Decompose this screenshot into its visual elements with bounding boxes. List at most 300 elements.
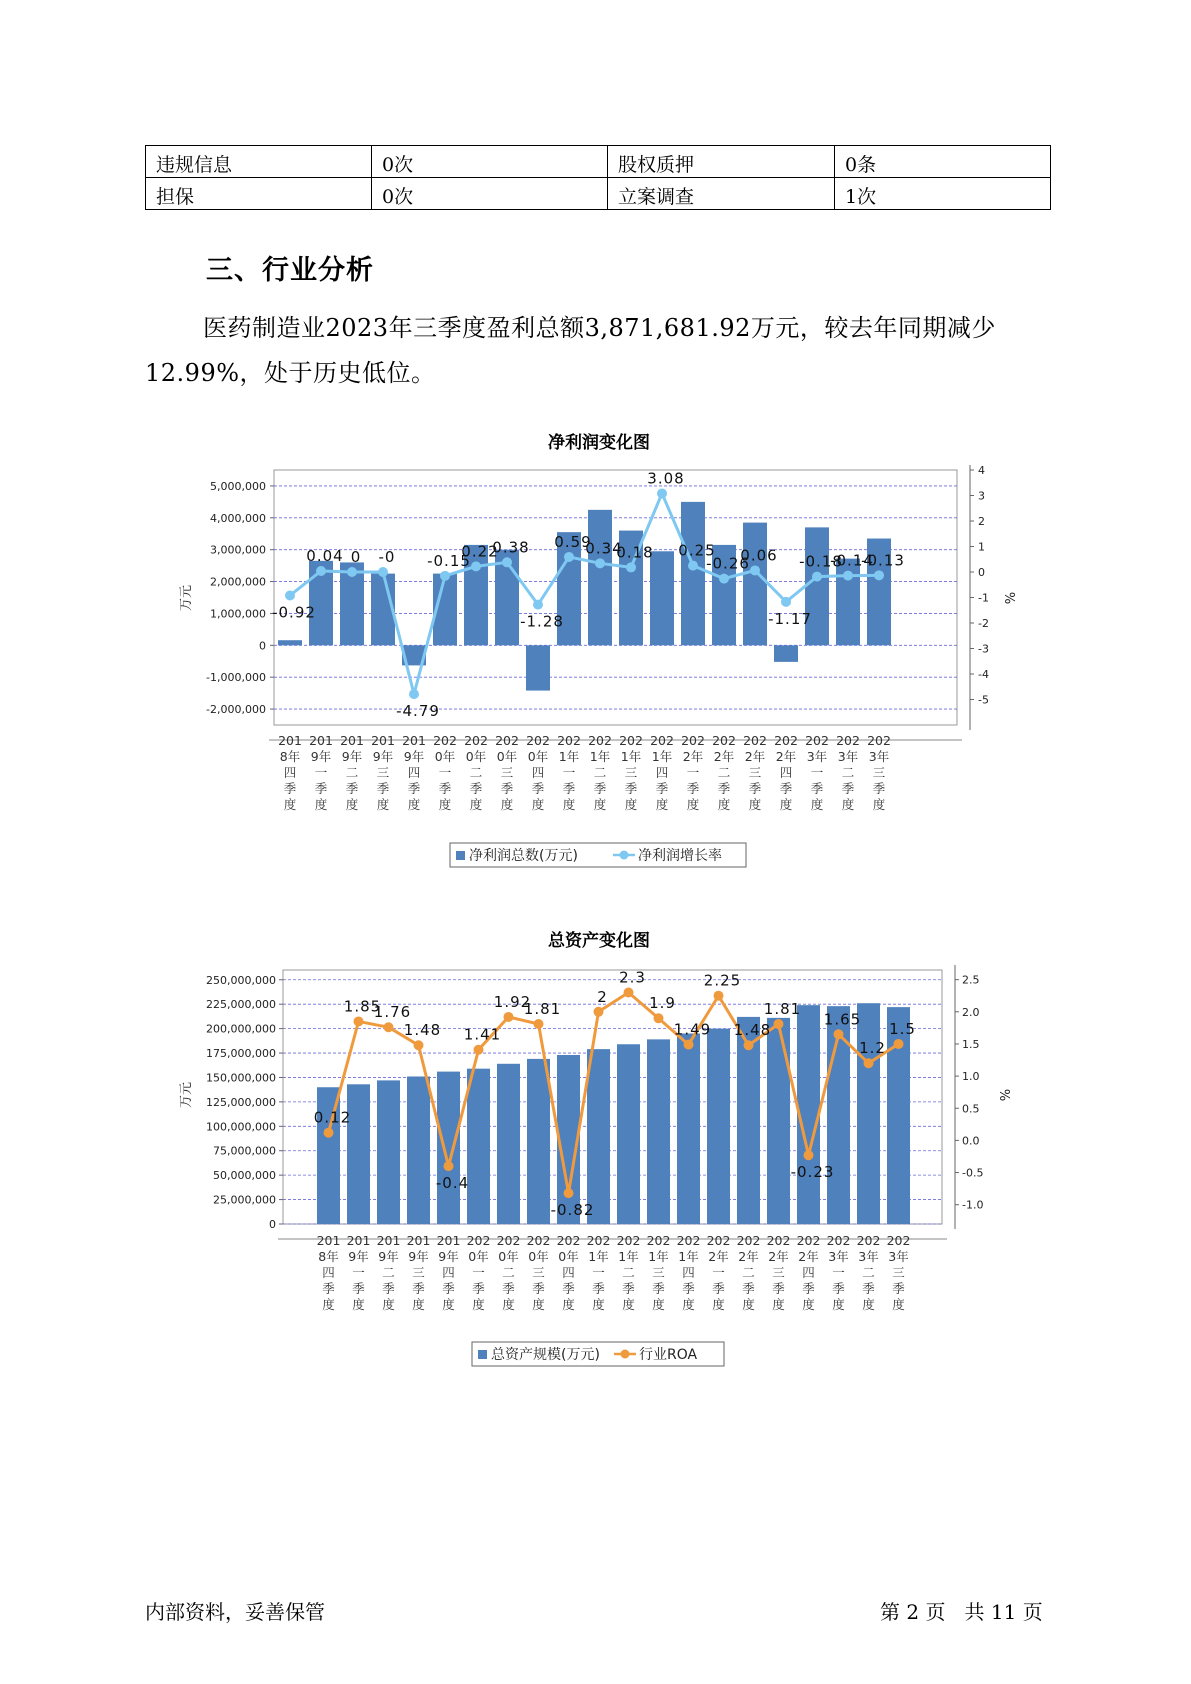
- x-tick-label: 四: [322, 1265, 335, 1280]
- x-tick-label: 2年: [775, 749, 797, 764]
- x-tick-label: 三: [892, 1265, 905, 1280]
- x-tick-label: 季: [593, 781, 607, 796]
- data-point: [654, 1013, 664, 1023]
- y-tick-label: 5,000,000: [210, 479, 266, 493]
- section-title: 三、行业分析: [206, 255, 374, 286]
- x-tick-label: 季: [322, 1281, 335, 1296]
- x-tick-label: 季: [717, 781, 731, 796]
- bar: [588, 510, 612, 645]
- x-tick-label: 201: [278, 733, 302, 748]
- data-label: -4.79: [396, 702, 440, 721]
- data-label: 1.81: [763, 1000, 802, 1019]
- x-tick-label: 度: [622, 1297, 635, 1312]
- data-point: [894, 1039, 904, 1049]
- x-tick-label: 季: [892, 1281, 905, 1296]
- y-tick-label: 75,000,000: [213, 1144, 276, 1158]
- x-tick-label: 季: [502, 1281, 515, 1296]
- data-label: 1.2: [859, 1039, 886, 1058]
- data-point: [409, 689, 419, 699]
- x-tick-label: 0年: [496, 749, 518, 764]
- data-point: [534, 1019, 544, 1029]
- x-tick-label: 度: [712, 1297, 725, 1312]
- y2-tick-label: 0.5: [962, 1102, 980, 1116]
- data-point: [804, 1150, 814, 1160]
- x-tick-label: 四: [283, 765, 297, 780]
- y-tick-label: 1,000,000: [210, 607, 266, 621]
- x-tick-label: 一: [810, 765, 824, 780]
- y2-tick-label: -1.0: [962, 1198, 984, 1212]
- x-tick-label: 季: [652, 1281, 665, 1296]
- x-tick-label: 度: [593, 797, 607, 812]
- x-tick-label: 度: [502, 1297, 515, 1312]
- x-tick-label: 202: [619, 733, 643, 748]
- chart-total-assets: [179, 965, 1011, 1366]
- data-point: [874, 570, 884, 580]
- data-point: [750, 565, 760, 575]
- x-tick-label: 季: [442, 1281, 455, 1296]
- x-tick-label: 三: [652, 1265, 665, 1280]
- x-tick-label: 度: [779, 797, 793, 812]
- y2-tick-label: 0.0: [962, 1134, 980, 1148]
- x-tick-label: 季: [832, 1281, 845, 1296]
- page-total: 共 11 页: [964, 1600, 1043, 1624]
- x-tick-label: 季: [872, 781, 886, 796]
- data-label: 0.06: [740, 546, 778, 565]
- chart-title-total-assets: 总资产变化图: [548, 931, 650, 951]
- x-tick-label: 度: [802, 1297, 815, 1312]
- x-tick-label: 二: [841, 765, 855, 780]
- x-tick-label: 202: [586, 1233, 611, 1248]
- x-tick-label: 202: [867, 733, 891, 748]
- x-tick-label: 度: [345, 797, 359, 812]
- x-tick-label: 9年: [403, 749, 425, 764]
- y2-tick-label: -1: [978, 591, 989, 605]
- data-label: 1.5: [889, 1019, 916, 1038]
- x-tick-label: 一: [592, 1265, 605, 1280]
- data-label: 1.81: [523, 1000, 562, 1019]
- data-point: [444, 1161, 454, 1171]
- data-label: -0.4: [435, 1174, 470, 1193]
- x-tick-label: 季: [748, 781, 762, 796]
- bar: [617, 1044, 640, 1224]
- data-label: 0: [350, 548, 362, 566]
- data-point: [781, 597, 791, 607]
- x-tick-label: 二: [345, 765, 359, 780]
- x-tick-label: 季: [438, 781, 452, 796]
- y2-axis-title: %: [1001, 591, 1016, 605]
- data-point: [564, 1188, 574, 1198]
- x-tick-label: 9年: [438, 1249, 459, 1264]
- x-tick-label: 202: [588, 733, 612, 748]
- x-tick-label: 一: [712, 1265, 725, 1280]
- x-tick-label: 3年: [868, 749, 890, 764]
- legend-label: 行业ROA: [639, 1347, 698, 1363]
- y-tick-label: 225,000,000: [206, 998, 276, 1012]
- data-point: [440, 571, 450, 581]
- x-tick-label: 2年: [708, 1249, 729, 1264]
- data-label: -0.92: [272, 603, 316, 622]
- x-tick-label: 一: [562, 765, 576, 780]
- x-tick-label: 四: [682, 1265, 695, 1280]
- x-tick-label: 2年: [682, 749, 704, 764]
- x-tick-label: 三: [872, 765, 886, 780]
- data-point: [474, 1045, 484, 1055]
- x-tick-label: 季: [742, 1281, 755, 1296]
- x-tick-label: 202: [650, 733, 674, 748]
- y-tick-label: 150,000,000: [206, 1071, 276, 1085]
- data-point: [471, 561, 481, 571]
- bar: [278, 640, 302, 645]
- y-axis-title: 万元: [179, 584, 194, 612]
- x-tick-label: 季: [712, 1281, 725, 1296]
- x-tick-label: 3年: [888, 1249, 909, 1264]
- data-point: [812, 572, 822, 582]
- data-label: 3.08: [647, 469, 685, 488]
- bar: [677, 1034, 700, 1225]
- y-tick-label: 50,000,000: [213, 1169, 276, 1183]
- x-tick-label: 202: [681, 733, 705, 748]
- data-label: 1.41: [463, 1025, 502, 1044]
- x-tick-label: 季: [531, 781, 545, 796]
- x-tick-label: 0年: [528, 1249, 549, 1264]
- x-tick-label: 季: [352, 1281, 365, 1296]
- y2-tick-label: 1: [978, 540, 985, 554]
- x-tick-label: 三: [772, 1265, 785, 1280]
- x-tick-label: 季: [500, 781, 514, 796]
- x-tick-label: 202: [646, 1233, 671, 1248]
- x-tick-label: 季: [412, 1281, 425, 1296]
- table-cell: 违规信息: [146, 146, 372, 178]
- table-cell: 0次: [372, 178, 608, 210]
- x-tick-label: 202: [496, 1233, 521, 1248]
- x-tick-label: 度: [872, 797, 886, 812]
- x-tick-label: 季: [407, 781, 421, 796]
- y2-tick-label: -3: [978, 642, 989, 656]
- x-tick-label: 2年: [768, 1249, 789, 1264]
- data-label: 1.9: [649, 994, 676, 1013]
- x-tick-label: 季: [345, 781, 359, 796]
- bar: [437, 1072, 460, 1224]
- x-tick-label: 201: [406, 1233, 431, 1248]
- data-point: [594, 1007, 604, 1017]
- x-tick-label: 度: [862, 1297, 875, 1312]
- x-tick-label: 1年: [678, 1249, 699, 1264]
- x-tick-label: 3年: [837, 749, 859, 764]
- data-point: [378, 567, 388, 577]
- x-tick-label: 9年: [408, 1249, 429, 1264]
- y2-tick-label: 1.5: [962, 1037, 980, 1051]
- bar: [527, 1059, 550, 1224]
- x-tick-label: 四: [407, 765, 421, 780]
- data-point: [504, 1012, 514, 1022]
- x-tick-label: 度: [531, 797, 545, 812]
- x-tick-label: 1年: [651, 749, 673, 764]
- x-tick-label: 度: [314, 797, 328, 812]
- x-tick-label: 202: [526, 1233, 551, 1248]
- x-tick-label: 度: [283, 797, 297, 812]
- x-tick-label: 1年: [620, 749, 642, 764]
- footer-confidential: 内部资料，妥善保管: [145, 1600, 325, 1624]
- data-label: 0.12: [313, 1108, 352, 1127]
- x-tick-label: 季: [862, 1281, 875, 1296]
- data-label: 1.85: [343, 997, 382, 1016]
- data-label: 0.25: [678, 541, 716, 560]
- x-tick-label: 9年: [341, 749, 363, 764]
- x-tick-label: 二: [717, 765, 731, 780]
- y2-tick-label: -2: [978, 617, 989, 630]
- y2-tick-label: 0: [978, 566, 985, 579]
- x-tick-label: 201: [340, 733, 364, 748]
- x-tick-label: 1年: [648, 1249, 669, 1264]
- y-tick-label: 175,000,000: [206, 1047, 276, 1061]
- x-tick-label: 202: [886, 1233, 911, 1248]
- x-tick-label: 度: [407, 797, 421, 812]
- x-tick-label: 202: [495, 733, 519, 748]
- x-tick-label: 度: [892, 1297, 905, 1312]
- y-tick-label: 200,000,000: [206, 1022, 276, 1036]
- x-tick-label: 季: [772, 1281, 785, 1296]
- table-cell: 担保: [146, 178, 372, 210]
- data-label: -0.14: [830, 551, 874, 570]
- data-point: [354, 1016, 364, 1026]
- x-tick-label: 201: [402, 733, 426, 748]
- data-point: [316, 566, 326, 576]
- x-tick-label: 1年: [589, 749, 611, 764]
- data-label: -1.28: [520, 612, 564, 631]
- y-tick-label: 0: [259, 639, 266, 653]
- x-tick-label: 201: [309, 733, 333, 748]
- x-tick-label: 202: [433, 733, 457, 748]
- data-label: 2: [597, 987, 608, 1006]
- x-tick-label: 度: [717, 797, 731, 812]
- x-tick-label: 季: [624, 781, 638, 796]
- x-tick-label: 度: [655, 797, 669, 812]
- x-tick-label: 季: [376, 781, 390, 796]
- x-tick-label: 度: [472, 1297, 485, 1312]
- x-tick-label: 202: [557, 733, 581, 748]
- legend-swatch-bar: [456, 851, 465, 860]
- legend-label: 净利润增长率: [638, 848, 722, 864]
- bar: [743, 523, 767, 646]
- x-tick-label: 202: [706, 1233, 731, 1248]
- x-tick-label: 一: [438, 765, 452, 780]
- x-tick-label: 四: [562, 1265, 575, 1280]
- chart-net-profit: [179, 464, 1016, 867]
- x-tick-label: 季: [841, 781, 855, 796]
- x-tick-label: 9年: [372, 749, 394, 764]
- data-label: 1.65: [823, 1010, 862, 1029]
- x-tick-label: 度: [562, 797, 576, 812]
- x-tick-label: 202: [836, 733, 860, 748]
- x-tick-label: 2年: [713, 749, 735, 764]
- x-tick-label: 9年: [378, 1249, 399, 1264]
- data-point: [564, 552, 574, 562]
- y-tick-label: 125,000,000: [206, 1095, 276, 1109]
- x-tick-label: 1年: [558, 749, 580, 764]
- x-tick-label: 一: [832, 1265, 845, 1280]
- x-tick-label: 2年: [738, 1249, 759, 1264]
- data-point: [657, 488, 667, 498]
- data-label: 0.59: [554, 532, 592, 551]
- data-point: [843, 571, 853, 581]
- x-tick-label: 0年: [465, 749, 487, 764]
- data-label: -0: [378, 548, 396, 566]
- legend-swatch-point: [620, 851, 629, 860]
- x-tick-label: 度: [438, 797, 452, 812]
- x-tick-label: 2年: [744, 749, 766, 764]
- x-tick-label: 季: [779, 781, 793, 796]
- x-tick-label: 度: [742, 1297, 755, 1312]
- data-label: 2.3: [619, 968, 646, 987]
- data-point: [719, 574, 729, 584]
- x-tick-label: 二: [502, 1265, 515, 1280]
- y2-tick-label: -5: [978, 693, 989, 707]
- x-tick-label: 202: [712, 733, 736, 748]
- x-tick-label: 季: [562, 1281, 575, 1296]
- x-tick-label: 3年: [806, 749, 828, 764]
- x-tick-label: 202: [736, 1233, 761, 1248]
- x-tick-label: 度: [469, 797, 483, 812]
- x-tick-label: 度: [682, 1297, 695, 1312]
- x-tick-label: 一: [472, 1265, 485, 1280]
- x-tick-label: 0年: [498, 1249, 519, 1264]
- bar: [647, 1039, 670, 1224]
- x-tick-label: 3年: [828, 1249, 849, 1264]
- x-tick-label: 季: [802, 1281, 815, 1296]
- y2-tick-label: 1.0: [962, 1070, 980, 1084]
- x-tick-label: 季: [686, 781, 700, 796]
- x-tick-label: 四: [802, 1265, 815, 1280]
- x-tick-label: 度: [352, 1297, 365, 1312]
- x-tick-label: 三: [412, 1265, 425, 1280]
- legend-label: 总资产规模(万元): [491, 1347, 600, 1363]
- chart-title-net-profit: 净利润变化图: [548, 433, 650, 453]
- x-tick-label: 201: [346, 1233, 371, 1248]
- y2-tick-label: -4: [978, 668, 989, 681]
- x-tick-label: 度: [832, 1297, 845, 1312]
- x-tick-label: 二: [742, 1265, 755, 1280]
- data-point: [595, 558, 605, 568]
- x-tick-label: 度: [442, 1297, 455, 1312]
- y2-tick-label: 4: [978, 464, 985, 477]
- data-label: -0.23: [790, 1163, 835, 1182]
- bar: [526, 645, 550, 690]
- bar: [497, 1064, 520, 1224]
- data-label: -1.17: [768, 609, 812, 628]
- x-tick-label: 季: [592, 1281, 605, 1296]
- bar: [467, 1069, 490, 1224]
- x-tick-label: 季: [682, 1281, 695, 1296]
- x-tick-label: 度: [686, 797, 700, 812]
- x-tick-label: 度: [624, 797, 638, 812]
- x-tick-label: 2年: [798, 1249, 819, 1264]
- bar: [857, 1003, 880, 1224]
- data-point: [533, 600, 543, 610]
- data-point: [688, 561, 698, 571]
- data-label: -0.82: [550, 1201, 595, 1220]
- x-tick-label: 202: [856, 1233, 881, 1248]
- y-axis-title: 万元: [179, 1081, 194, 1109]
- y2-tick-label: 2.0: [962, 1005, 980, 1019]
- footer-page-info: [880, 1596, 1043, 1625]
- x-tick-label: 三: [532, 1265, 545, 1280]
- table-cell: 0条: [835, 146, 1051, 178]
- x-tick-label: 三: [500, 765, 514, 780]
- bar: [650, 551, 674, 645]
- data-point: [384, 1022, 394, 1032]
- x-tick-label: 季: [382, 1281, 395, 1296]
- data-label: -0.13: [861, 551, 905, 570]
- x-tick-label: 季: [314, 781, 328, 796]
- x-tick-label: 202: [466, 1233, 491, 1248]
- y2-tick-label: 3: [978, 489, 985, 503]
- x-tick-label: 季: [469, 781, 483, 796]
- data-point: [834, 1029, 844, 1039]
- x-tick-label: 202: [774, 733, 798, 748]
- data-label: 2.25: [703, 971, 742, 990]
- x-tick-label: 季: [810, 781, 824, 796]
- x-tick-label: 四: [779, 765, 793, 780]
- data-label: 1.48: [403, 1021, 442, 1040]
- x-tick-label: 202: [464, 733, 488, 748]
- y-tick-label: 250,000,000: [206, 973, 276, 987]
- x-tick-label: 三: [376, 765, 390, 780]
- bar: [707, 1029, 730, 1224]
- x-tick-label: 三: [748, 765, 762, 780]
- x-tick-label: 201: [316, 1233, 341, 1248]
- x-tick-label: 202: [805, 733, 829, 748]
- bar: [774, 645, 798, 662]
- x-tick-label: 0年: [434, 749, 456, 764]
- x-tick-label: 8年: [279, 749, 301, 764]
- data-point: [285, 590, 295, 600]
- x-tick-label: 3年: [858, 1249, 879, 1264]
- x-tick-label: 二: [862, 1265, 875, 1280]
- x-tick-label: 一: [352, 1265, 365, 1280]
- data-point: [744, 1040, 754, 1050]
- x-tick-label: 度: [412, 1297, 425, 1312]
- data-point: [414, 1040, 424, 1050]
- data-label: -0.26: [706, 554, 750, 573]
- x-tick-label: 度: [841, 797, 855, 812]
- y2-tick-label: 2.5: [962, 973, 980, 987]
- x-tick-label: 二: [382, 1265, 395, 1280]
- data-label: -0.18: [799, 552, 843, 571]
- y-tick-label: 3,000,000: [210, 543, 266, 557]
- y-tick-label: 4,000,000: [210, 511, 266, 525]
- y-tick-label: 25,000,000: [213, 1193, 276, 1207]
- table-cell: 立案调查: [608, 178, 835, 210]
- data-label: 0.38: [492, 538, 530, 557]
- x-tick-label: 季: [472, 1281, 485, 1296]
- bar: [377, 1080, 400, 1224]
- data-label: 0.18: [616, 543, 654, 562]
- x-tick-label: 202: [676, 1233, 701, 1248]
- y-tick-label: -2,000,000: [206, 703, 266, 717]
- y-tick-label: -1,000,000: [206, 671, 266, 685]
- x-tick-label: 四: [531, 765, 545, 780]
- legend-label: 净利润总数(万元): [469, 848, 578, 864]
- bar: [407, 1076, 430, 1224]
- data-label: 0.04: [306, 546, 344, 565]
- bar: [681, 502, 705, 645]
- y-tick-label: 2,000,000: [210, 575, 266, 589]
- x-tick-label: 四: [655, 765, 669, 780]
- data-label: 1.49: [673, 1020, 712, 1039]
- data-point: [864, 1058, 874, 1068]
- x-tick-label: 度: [532, 1297, 545, 1312]
- data-label: -0.15: [427, 551, 471, 570]
